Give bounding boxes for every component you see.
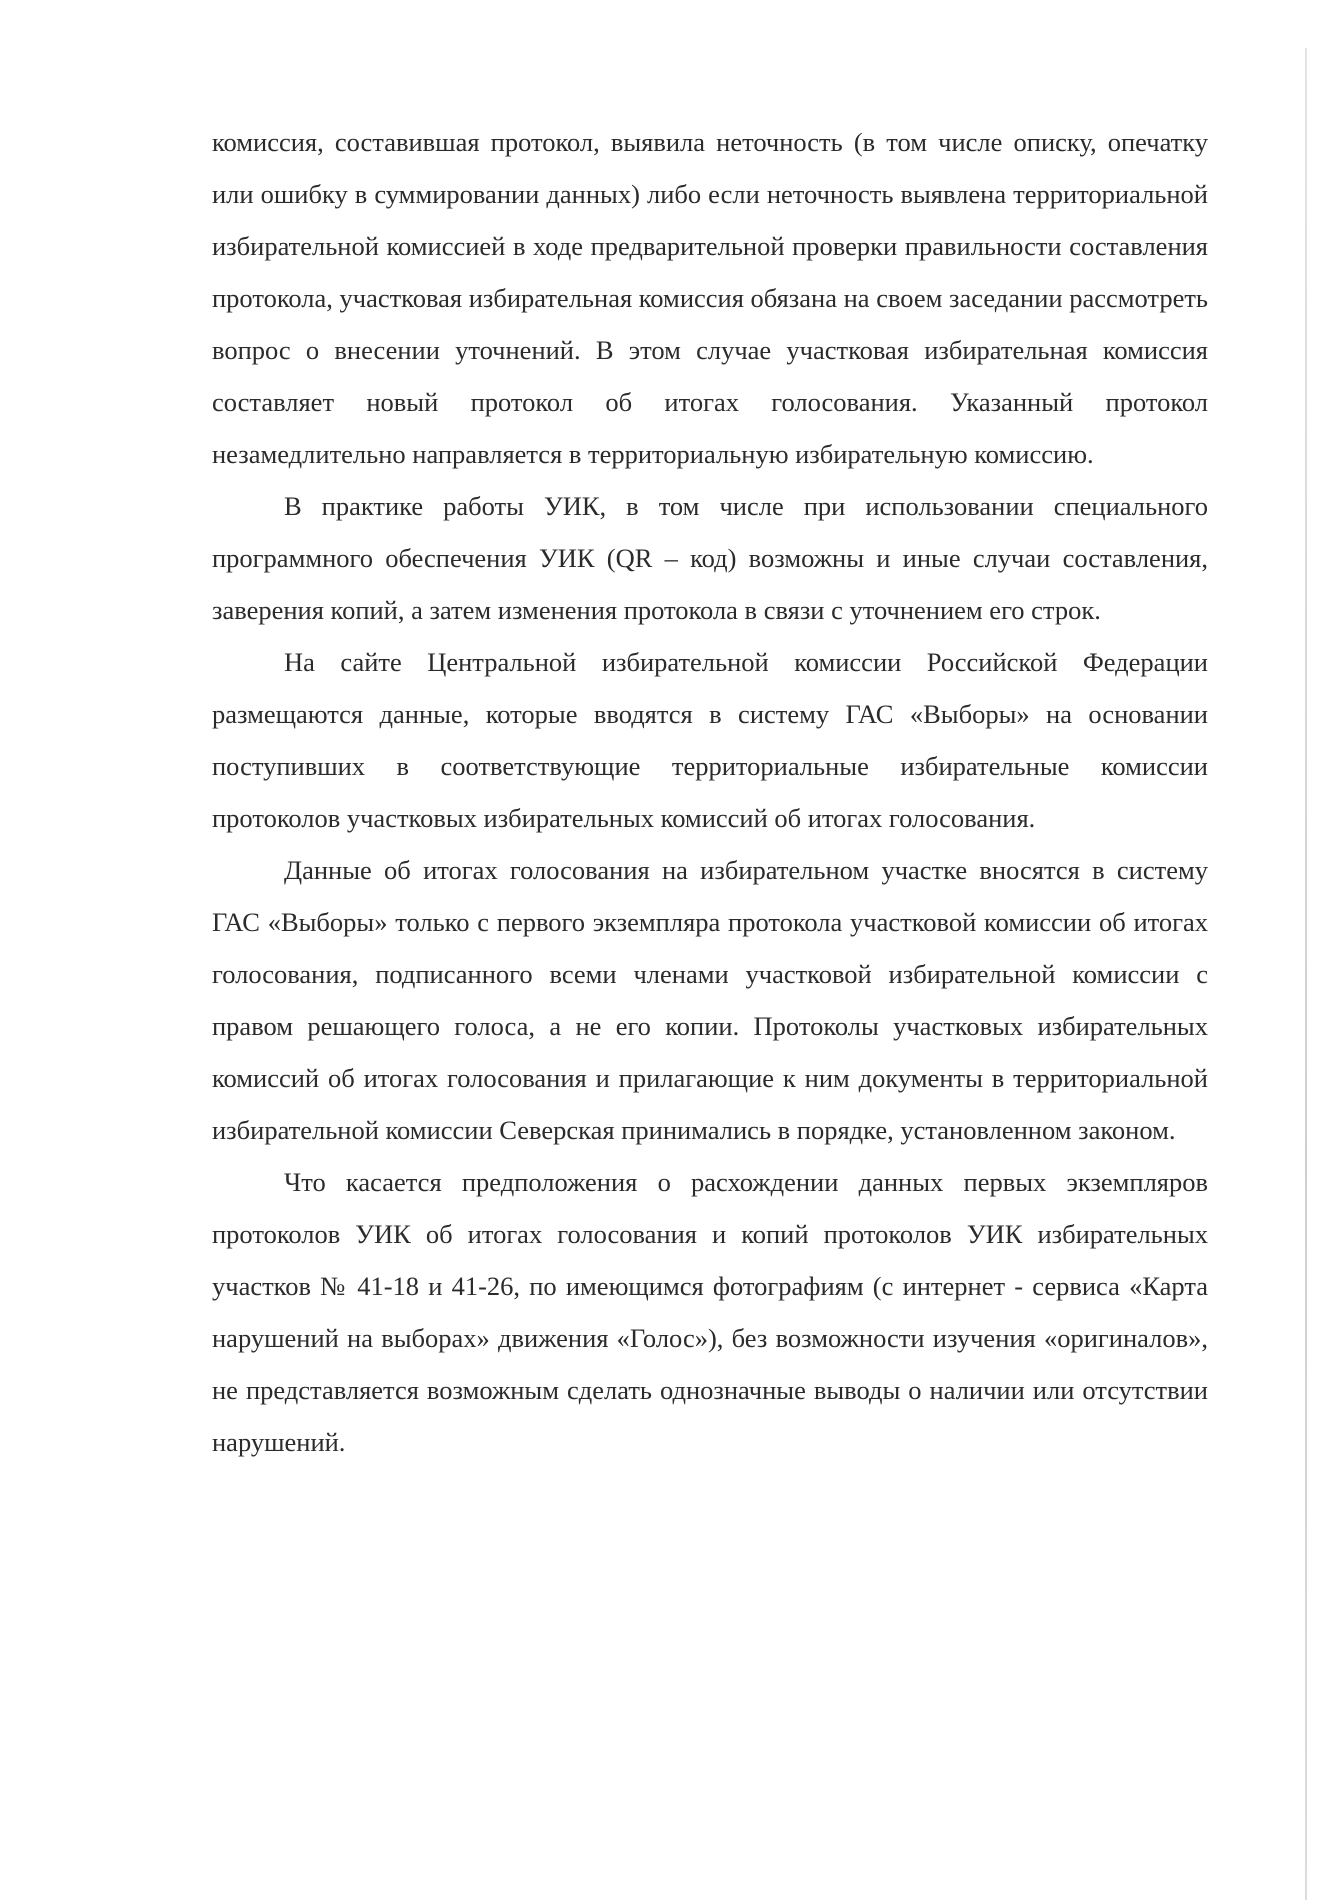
paragraph-protocol-discrepancy: Что касается предположения о расхождении данных первых экземпляров протоколов УИК об итогах голосования и копий протоколов УИК избирательных участков № 41-18 и 41-26, по имеющимся фотографиям (с интернет - сервиса «Карта нарушений на выборах» движения «Голос»), без возможности изучения «оригиналов», не представляется возможным сделать однозначные выводы о наличии или отсутствии нарушений. <box>212 1167 1208 1457</box>
paragraph-cik-website: На сайте Центральной избирательной комиссии Российской Федерации размещаются данные, которые вводятся в систему ГАС «Выборы» на основании поступивших в соответствующие территориальные избирательные комиссии протоколов участковых избирательных комиссий об итогах голосования. <box>212 647 1208 833</box>
page-edge-line <box>1305 48 1307 1900</box>
paragraph-gas-vybory-data: Данные об итогах голосования на избирательном участке вносятся в систему ГАС «Выборы» только с первого экземпляра протокола участковой комиссии об итогах голосования, подписанного всеми членами участковой избирательной комиссии с правом решающего голоса, а не его копии. Протоколы участковых избирательных комиссий об итогах голосования и прилагающие к ним документы в территориальной избирательной комиссии Северская принимались в порядке, установленном законом. <box>212 855 1208 1145</box>
paragraph-uik-practice: В практике работы УИК, в том числе при использовании специального программного обеспечения УИК (QR – код) возможны и иные случаи составления, заверения копий, а затем изменения протокола в связи с уточнением его строк. <box>212 491 1208 625</box>
paragraph-continuation: комиссия, составившая протокол, выявила неточность (в том числе описку, опечатку или ошибку в суммировании данных) либо если неточность выявлена территориальной избирательной комиссией в ходе предварительной проверки правильности составления протокола, участковая избирательная комиссия обязана на своем заседании рассмотреть вопрос о внесении уточнений. В этом случае участковая избирательная комиссия составляет новый протокол об итогах голосования. Указанный протокол незамедлительно направляется в территориальную избирательную комиссию. <box>212 127 1208 469</box>
document-body <box>212 116 1208 1468</box>
